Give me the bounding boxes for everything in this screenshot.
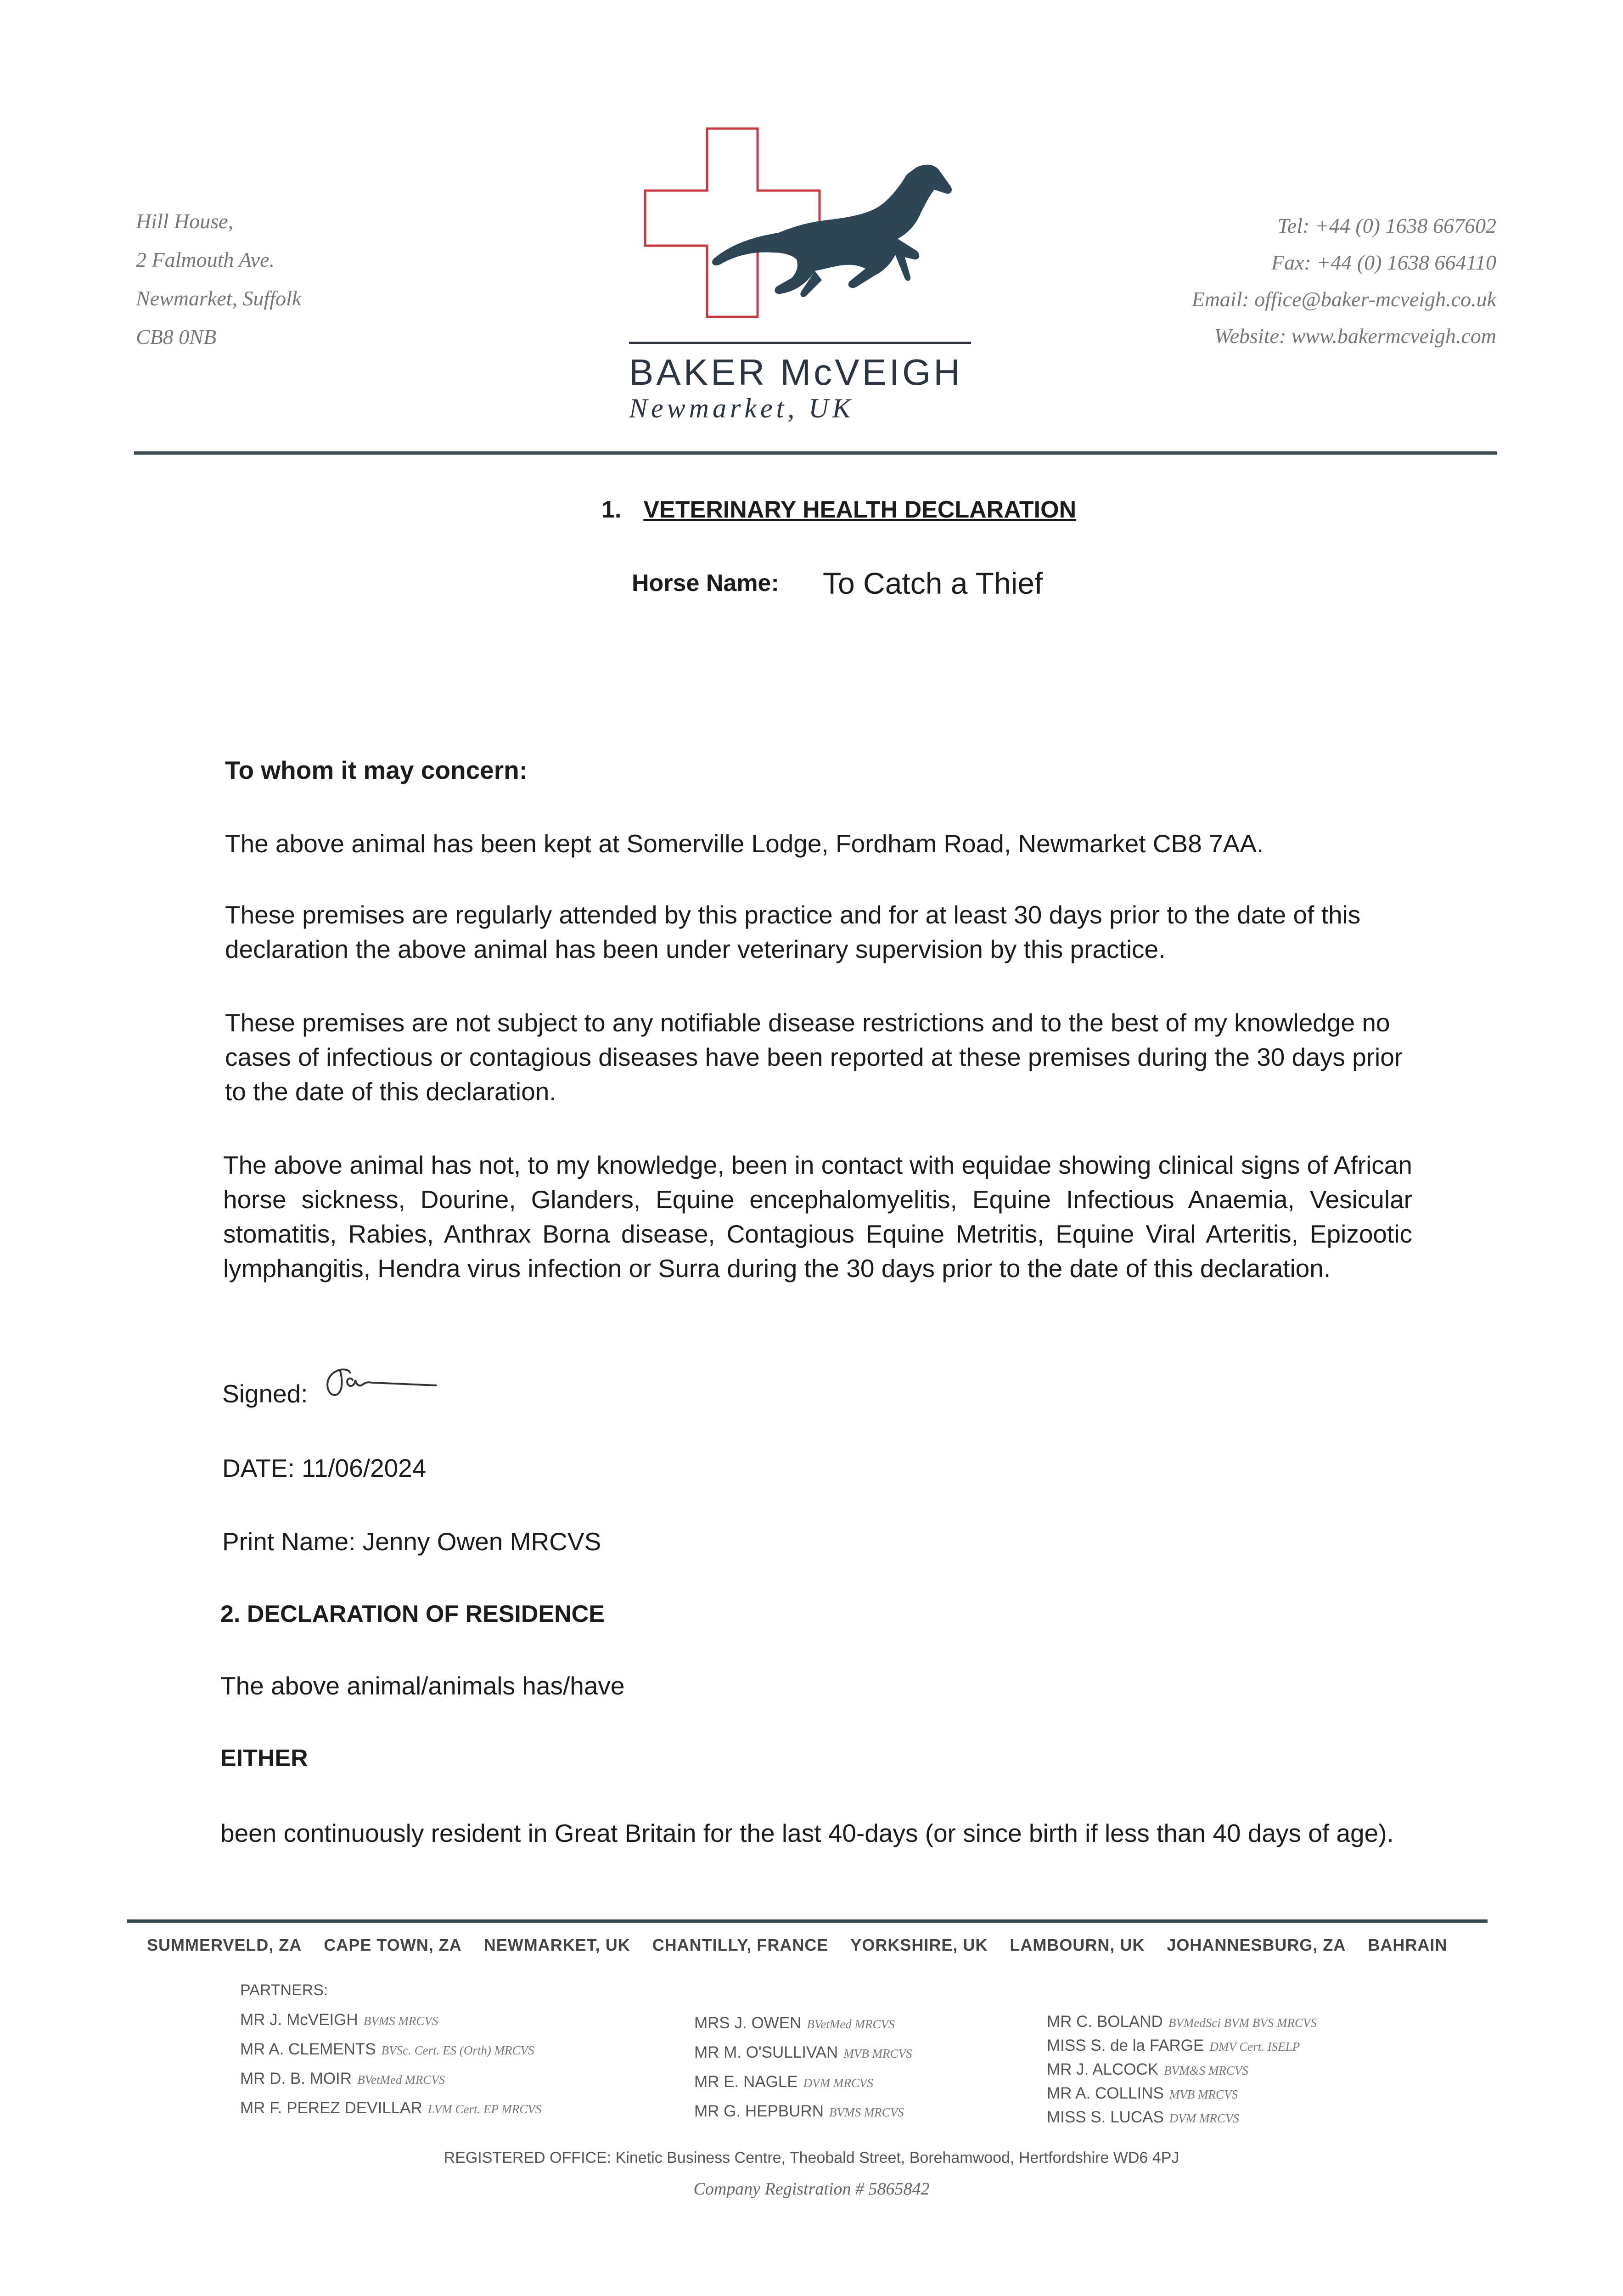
partner-quals: MVB MRCVS [843, 2047, 912, 2060]
partner-entry [1047, 2082, 1317, 2106]
horse-name-value: To Catch a Thief [823, 566, 1043, 600]
partner-entry [1047, 2034, 1317, 2058]
section1-title-text: VETERINARY HEALTH DECLARATION [643, 496, 1077, 523]
contact-email: Email: office@baker-mcveigh.co.uk [1191, 287, 1496, 311]
partner-entry [694, 2009, 912, 2038]
contact-fax: Fax: +44 (0) 1638 664110 [1271, 251, 1496, 274]
partner-entry [240, 2094, 541, 2123]
address-line: Newmarket, Suffolk [136, 287, 302, 310]
partner-name: MR J. ALCOCK [1047, 2060, 1159, 2078]
partner-name: MR J. McVEIGH [240, 2011, 358, 2029]
partner-quals: BVSc. Cert. ES (Orth) MRCVS [381, 2043, 534, 2057]
brand-name: BAKER McVEIGH [629, 352, 963, 393]
partner-name: MR A. COLLINS [1047, 2084, 1164, 2102]
partner-quals: DVM MRCVS [803, 2076, 873, 2090]
section2-title: 2. DECLARATION OF RESIDENCE [220, 1601, 605, 1627]
address-line: CB8 0NB [136, 325, 217, 349]
contact-website: Website: www.bakermcveigh.com [1214, 324, 1496, 348]
section1-number: 1. [601, 496, 622, 523]
section1-title [601, 496, 1076, 523]
office-locations [147, 1936, 1447, 1955]
partner-entry [1047, 2010, 1317, 2034]
partner-entry [694, 2068, 912, 2097]
partner-quals: DMV Cert. ISELP [1209, 2040, 1300, 2054]
paragraph-premises-location: The above animal has been kept at Somerville Lodge, Fordham Road, Newmarket CB8 7AA. [225, 829, 1264, 858]
section2-either: EITHER [220, 1745, 308, 1772]
contact-tel: Tel: +44 (0) 1638 667602 [1277, 214, 1496, 237]
partner-entry [1047, 2058, 1317, 2082]
location-summerveld: SUMMERVELD, ZA [147, 1936, 302, 1954]
brand-divider [629, 342, 971, 344]
partners-label: PARTNERS: [240, 1981, 328, 1999]
address-line: 2 Falmouth Ave. [136, 248, 275, 271]
partners-column-1 [240, 2006, 541, 2123]
paragraph-no-contact: The above animal has not, to my knowledge, been in contact with equidae showing clinical signs of African horse sickness, Dourine, Glanders, Equine encephalomyelitis, Equine Infectious Anaemia, Vesicular stomatitis, Rabies, Anthrax Borna disease, Contagious Equine Metritis, Equine Viral Arteritis, Epizootic lymphangitis, Hendra virus infection or Surra during the 30 days prior to the date of this declaration. [223, 1151, 1412, 1283]
partners-column-3 [1047, 2010, 1317, 2130]
partner-name: MR A. CLEMENTS [240, 2040, 376, 2058]
partner-quals: BVMedSci BVM BVS MRCVS [1168, 2016, 1317, 2030]
location-lambourn: LAMBOURN, UK [1010, 1936, 1145, 1954]
partner-quals: MVB MRCVS [1169, 2088, 1238, 2101]
location-bahrain: BAHRAIN [1368, 1936, 1448, 1954]
address-block [136, 202, 301, 356]
location-yorkshire: YORKSHIRE, UK [850, 1936, 988, 1954]
registered-office: REGISTERED OFFICE: Kinetic Business Centre, Theobald Street, Borehamwood, Hertfordshire WD6 4PJ [444, 2149, 1179, 2167]
partner-quals: DVM MRCVS [1169, 2111, 1240, 2125]
location-johannesburg: JOHANNESBURG, ZA [1167, 1936, 1346, 1954]
address-line: Hill House, [136, 209, 234, 233]
header-rule [134, 451, 1497, 455]
partner-quals: BVM&S MRCVS [1164, 2064, 1248, 2077]
partner-name: MISS S. de la FARGE [1047, 2037, 1204, 2054]
partner-name: MR D. B. MOIR [240, 2070, 352, 2088]
partner-quals: BVMS MRCVS [363, 2014, 438, 2028]
partner-entry [240, 2065, 541, 2094]
company-registration: Company Registration # 5865842 [693, 2179, 930, 2199]
partner-entry [694, 2038, 912, 2068]
brand-location: Newmarket, UK [629, 393, 854, 423]
paragraph-supervision: These premises are regularly attended by this practice and for at least 30 days prior to the date of this declaration the above animal has been under veterinary supervision by this practice. [225, 900, 1361, 963]
partner-quals: BVetMed MRCVS [357, 2073, 445, 2087]
partner-name: MRS J. OWEN [694, 2014, 802, 2032]
partner-name: MR E. NAGLE [694, 2073, 798, 2091]
signature-mark [321, 1362, 441, 1412]
contact-block [1192, 208, 1496, 355]
partner-entry [1047, 2106, 1317, 2130]
partner-quals: BVetMed MRCVS [807, 2017, 895, 2031]
partner-name: MR G. HEPBURN [694, 2102, 824, 2120]
partner-name: MR C. BOLAND [1047, 2013, 1163, 2031]
salutation: To whom it may concern: [225, 756, 528, 784]
declaration-date: DATE: 11/06/2024 [222, 1454, 427, 1482]
print-name: Print Name: Jenny Owen MRCVS [222, 1527, 601, 1556]
partners-column-2 [694, 2009, 912, 2127]
horse-name-label: Horse Name: [632, 570, 779, 597]
location-chantilly: CHANTILLY, FRANCE [652, 1936, 829, 1954]
footer-rule [127, 1919, 1488, 1923]
location-newmarket: NEWMARKET, UK [483, 1936, 630, 1954]
partner-name: MR M. O'SULLIVAN [694, 2043, 838, 2061]
section2-residence-text: been continuously resident in Great Britain for the last 40-days (or since birth if less than 40 days of age). [220, 1819, 1394, 1847]
signed-label: Signed: [222, 1379, 308, 1408]
section2-line1: The above animal/animals has/have [220, 1671, 625, 1700]
location-cape-town: CAPE TOWN, ZA [324, 1936, 462, 1954]
partner-entry [240, 2006, 541, 2035]
paragraph-no-disease: These premises are not subject to any notifiable disease restrictions and to the best of my knowledge no cases of infectious or contagious diseases have been reported at these premises during the 30 days prior to the date of this declaration. [225, 1008, 1403, 1106]
logo-cross-horse-icon [640, 126, 980, 319]
partner-quals: BVMS MRCVS [829, 2105, 904, 2119]
partner-name: MISS S. LUCAS [1047, 2108, 1164, 2126]
partner-quals: LVM Cert. EP MRCVS [427, 2102, 542, 2116]
partner-entry [240, 2035, 541, 2065]
partner-entry [694, 2097, 912, 2127]
partner-name: MR F. PEREZ DEVILLAR [240, 2099, 422, 2117]
